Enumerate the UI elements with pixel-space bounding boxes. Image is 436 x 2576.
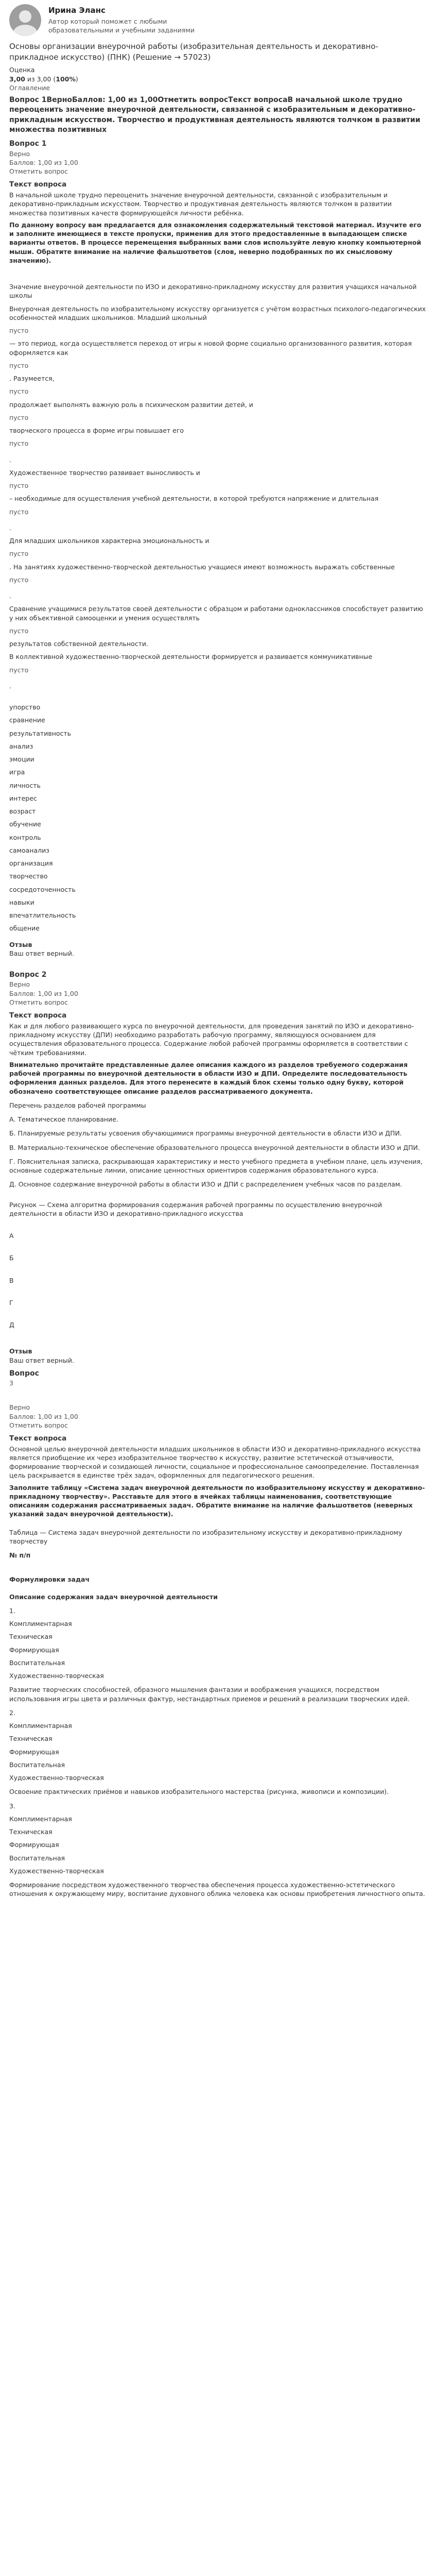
text-line: В коллективной художественно-творческой деятельности формируется и развивается коммуникативные	[9, 653, 373, 661]
section-option: Б. Планируемые результаты усвоения обучающимися программы внеурочной деятельности в области ИЗО и ДПИ.	[9, 1129, 402, 1138]
question-2-score: Баллов: 1,00 из 1,00	[9, 989, 78, 997]
letter-slot[interactable]: В	[9, 1276, 14, 1284]
question-2-instructions: Внимательно прочитайте представленные далее описания каждого из разделов требуемого содержания рабочей программы по внеурочной деятельности в области ИЗО и ДПИ. Определите последовательность оформления данных разделов. Для этого перенесите в каждый блок схемы только одну букву, которой обозначено соответствующее описание разделов рассматриваемого документа.	[9, 1060, 408, 1095]
task-option[interactable]: Комплиментарная	[9, 1620, 72, 1628]
task-option[interactable]: Художественно-творческая	[9, 1672, 104, 1680]
text-line: Художественное творчество развивает выносливость и	[9, 468, 200, 477]
text-line: .	[9, 682, 11, 690]
text-line: Сравнение учащимися результатов своей деятельности с образцом и работами одноклассников способствует развитию у них объективной самооценки и умения осуществлять	[9, 605, 423, 622]
question-3-col-num: № п/п	[9, 1551, 31, 1560]
task-option[interactable]: Воспитательная	[9, 1760, 65, 1769]
section-option: Д. Основное содержание внеурочной работы в области ИЗО и ДПИ с распределением учебных часов по разделам.	[9, 1180, 403, 1189]
draggable-word[interactable]: контроль	[9, 833, 41, 841]
question-1-summary: Вопрос 1ВерноБаллов: 1,00 из 1,00Отметить вопросТекст вопросаВ начальной школе трудно переоценить значение внеурочной деятельности, связанной с изобразительным и декоративно-прикладным искусством. Творчество и продуктивная деятельность являются толчком в развитии множества позитивных	[9, 96, 421, 134]
draggable-word[interactable]: анализ	[9, 742, 33, 750]
rating-of: из 3,00 (	[27, 75, 56, 83]
task-option[interactable]: Комплиментарная	[9, 1722, 72, 1730]
question-2-feedback-label: Отзыв	[9, 1347, 32, 1355]
draggable-word[interactable]: навыки	[9, 898, 34, 906]
task-option[interactable]: Комплиментарная	[9, 1815, 72, 1823]
question-2-list-title: Перечень разделов рабочей программы	[9, 1101, 146, 1109]
text-line: — это период, когда осуществляется переход от игры к новой форме социально организованного развития, которая оформляется как	[9, 340, 412, 357]
question-1-feedback-label: Отзыв	[9, 940, 32, 948]
text-line: Внеурочная деятельность по изобразительному искусству организуется с учётом возрастных психолого-педагогических особенностей младших школьников. Младший школьный	[9, 304, 426, 321]
question-1-instructions: По данному вопросу вам предлагается для ознакомления содержательный текстовой материал. Изучите его и заполните имеющиеся в тексте пропуски, применив для этого предоставленные в выпадающем списке варианты ответов. В процессе перемещения выбранных вами слов используйте левую кнопку компьютерной мыши. Обратите внимание на наличие фальшответов (слов, неверно подобранных по их смысловому значению).	[9, 221, 422, 264]
draggable-word[interactable]: обучение	[9, 820, 41, 828]
task-option[interactable]: Художественно-творческая	[9, 1867, 104, 1875]
draggable-word[interactable]: возраст	[9, 807, 36, 816]
question-1-fill-text	[9, 282, 427, 690]
task-option[interactable]: Формирующая	[9, 1646, 59, 1654]
rating-close: )	[75, 75, 78, 83]
section-option: А. Тематическое планирование.	[9, 1115, 118, 1123]
task-option[interactable]: Техническая	[9, 1828, 53, 1836]
question-2-section-list	[9, 1115, 427, 1189]
question-2-flag[interactable]: Отметить вопрос	[9, 998, 68, 1006]
author-desc: Автор который поможет с любыми образовательными и учебными заданиями	[48, 17, 195, 34]
author-name[interactable]: Ирина Эланс	[48, 6, 106, 15]
blank-drop-zone[interactable]: пусто	[9, 413, 29, 421]
blank-drop-zone[interactable]: пусто	[9, 575, 29, 584]
question-2-title: Вопрос 2	[9, 971, 47, 979]
letter-slot[interactable]: Д	[9, 1321, 14, 1329]
rating-line	[9, 65, 427, 83]
question-2	[9, 970, 427, 1365]
question-3-table-caption: Таблица — Система задач внеурочной деятельности по изобразительному искусству и декоративно-прикладному творчеству	[9, 1528, 403, 1545]
task-option[interactable]: Формирующая	[9, 1748, 59, 1756]
text-line: Для младших школьников характерна эмоциональность и	[9, 537, 210, 545]
question-2-feedback: Ваш ответ верный.	[9, 1356, 75, 1364]
question-2-text-title: Текст вопроса	[9, 1011, 67, 1020]
text-line: творческого процесса в форме игры повышает его	[9, 427, 184, 435]
rating-value: 3,00	[9, 75, 25, 83]
question-3-text: Основной целью внеурочной деятельности младших школьников в области ИЗО и декоративно-прикладного искусства является приобщение их через изобразительное творчество к искусству, развитие эстетической отзывчивости, формирование творческой и созидающей личности, социальное и профессиональное самоопределение. Поставленная цель раскрывается в единстве трёх задач, оформленных для педагогического решения.	[9, 1445, 421, 1480]
author-card	[9, 4, 427, 36]
draggable-word[interactable]: сосредоточенность	[9, 885, 76, 893]
text-line: Значение внеурочной деятельности по ИЗО и декоративно-прикладному искусству для развития учащихся начальной школы	[9, 283, 417, 300]
question-1-status: Верно	[9, 149, 30, 158]
draggable-word[interactable]: результативность	[9, 729, 72, 737]
task-option[interactable]: Формирующая	[9, 1841, 59, 1849]
question-2-text: Как и для любого развивающего курса по внеурочной деятельности, для проведения занятий по ИЗО и декоративно-прикладному искусству (ДПИ) необходимо разработать рабочую программу, являющуюся основанием для осуществления образовательного процесса. Содержание любой рабочей программы оформляется в соответствии с чётким требованиями.	[9, 1022, 414, 1057]
blank-drop-zone[interactable]: пусто	[9, 361, 29, 369]
question-3-title: Вопрос	[9, 1369, 39, 1378]
question-1-text: В начальной школе трудно переоценить значение внеурочной деятельности, связанной с изобразительным и декоративно-прикладным искусством. Творчество и продуктивная деятельность являются толчком в развитии множества позитивных качеств формирующейся личности ребёнка.	[9, 191, 392, 217]
section-option: Г. Пояснительная записка, раскрывающая характеристику и место учебного предмета в учебном плане, цель изучения, основные содержательные линии, описание ценностных ориентиров содержания образовательного курса.	[9, 1157, 423, 1174]
question-1	[9, 95, 427, 958]
draggable-word[interactable]: упорство	[9, 703, 41, 711]
text-line: – необходимые для осуществления учебной деятельности, в которой требуются напряжение и длительная	[9, 495, 379, 503]
question-3-table	[9, 1606, 427, 1899]
text-line: результатов собственной деятельности.	[9, 640, 149, 648]
draggable-word[interactable]: общение	[9, 924, 40, 933]
blank-drop-zone[interactable]: пусто	[9, 507, 29, 516]
draggable-word[interactable]: самоанализ	[9, 846, 49, 854]
row-number: 3.	[9, 1802, 15, 1810]
draggable-word[interactable]: впечатлительность	[9, 911, 76, 920]
question-2-figure-caption: Рисунок — Схема алгоритма формирования содержания рабочей программы по осуществлению внеурочной деятельности в области ИЗО и декоративно-прикладного искусства	[9, 1200, 382, 1217]
task-description: Развитие творческих способностей, образного мышления фантазии и воображения учащихся, посредством использования игры цвета и различных фактур, нестандартных приемов и решений в реализации творческих идей.	[9, 1686, 410, 1703]
question-3-status: Верно	[9, 1403, 30, 1412]
row-number: 2.	[9, 1708, 15, 1717]
question-3	[9, 1369, 427, 1899]
letter-slot[interactable]: Б	[9, 1254, 14, 1262]
question-3-col-form: Формулировки задач	[9, 1575, 90, 1584]
toc-label[interactable]: Оглавление	[9, 83, 50, 92]
draggable-word[interactable]: сравнение	[9, 716, 45, 724]
row-number: 1.	[9, 1606, 15, 1615]
question-3-col-desc: Описание содержания задач внеурочной деятельности	[9, 1592, 218, 1601]
question-3-score: Баллов: 1,00 из 1,00	[9, 1412, 78, 1420]
author-info	[48, 4, 218, 35]
document-title: Основы организации внеурочной работы (изобразительная деятельность и декоративно-прикладное искусство) (ПНК) (Решение → 57023)	[9, 42, 378, 62]
text-line: .	[9, 523, 11, 532]
question-3-number: 3	[9, 1379, 13, 1387]
question-3-instructions: Заполните таблицу «Система задач внеурочной деятельности по изобразительному искусству и декоративно-прикладному творчеству». Расставьте для этого в ячейках таблицы наименования, соответствующие описаниям содержания рассматриваемых задач. Обратите внимание на наличие фальшответов (неверных указаний задач внеурочной деятельности).	[9, 1483, 425, 1518]
blank-drop-zone[interactable]: пусто	[9, 550, 29, 558]
text-line: .	[9, 455, 11, 464]
rating-pct: 100%	[56, 75, 76, 83]
draggable-word[interactable]: организация	[9, 859, 53, 868]
task-option[interactable]: Художественно-творческая	[9, 1774, 104, 1782]
question-1-word-bank	[9, 703, 427, 933]
question-1-feedback: Ваш ответ верный.	[9, 949, 75, 957]
task-option[interactable]: Воспитательная	[9, 1658, 65, 1667]
task-description: Формирование посредством художественного творчества обеспечения процесса художественно-эстетического отношения к окружающему миру, воспитание духовного облика человека как основы приобретения личностного опыта.	[9, 1881, 425, 1898]
task-option[interactable]: Техническая	[9, 1735, 53, 1743]
question-1-score: Баллов: 1,00 из 1,00	[9, 158, 78, 166]
question-3-text-title: Текст вопроса	[9, 1434, 67, 1443]
letter-slot[interactable]: А	[9, 1232, 14, 1240]
question-1-flag[interactable]: Отметить вопрос	[9, 167, 68, 176]
text-line: .	[9, 592, 11, 600]
blank-drop-zone[interactable]: пусто	[9, 439, 29, 448]
letter-slot[interactable]: Г	[9, 1298, 13, 1307]
question-1-text-title: Текст вопроса	[9, 180, 67, 189]
blank-drop-zone[interactable]: пусто	[9, 327, 29, 335]
rating-label: Оценка	[9, 66, 35, 74]
question-2-status: Верно	[9, 980, 30, 989]
question-3-flag[interactable]: Отметить вопрос	[9, 1421, 68, 1429]
draggable-word[interactable]: творчество	[9, 872, 48, 880]
task-option[interactable]: Воспитательная	[9, 1854, 65, 1862]
question-1-title: Вопрос 1	[9, 140, 47, 148]
text-line: . На занятиях художественно-творческой деятельностью учащиеся имеют возможность выражать собственные	[9, 563, 395, 571]
draggable-word[interactable]: личность	[9, 781, 41, 789]
draggable-word[interactable]: интерес	[9, 794, 37, 802]
section-option: В. Материально-техническое обеспечение образовательного процесса внеурочной деятельности в области ИЗО и ДПИ.	[9, 1143, 420, 1151]
text-line: . Разумеется,	[9, 375, 55, 383]
text-line: продолжает выполнять важную роль в психическом развитии детей, и	[9, 400, 253, 409]
question-2-letter-slots	[9, 1231, 427, 1329]
task-description: Освоение практических приёмов и навыков изобразительного мастерства (рисунка, живописи и композиции).	[9, 1788, 389, 1796]
draggable-word[interactable]: игра	[9, 768, 25, 776]
avatar	[9, 4, 41, 36]
blank-drop-zone[interactable]: пусто	[9, 387, 29, 396]
task-option[interactable]: Техническая	[9, 1633, 53, 1641]
blank-drop-zone[interactable]: пусто	[9, 666, 29, 674]
blank-drop-zone[interactable]: пусто	[9, 482, 29, 490]
blank-drop-zone[interactable]: пусто	[9, 626, 29, 635]
draggable-word[interactable]: эмоции	[9, 755, 34, 764]
